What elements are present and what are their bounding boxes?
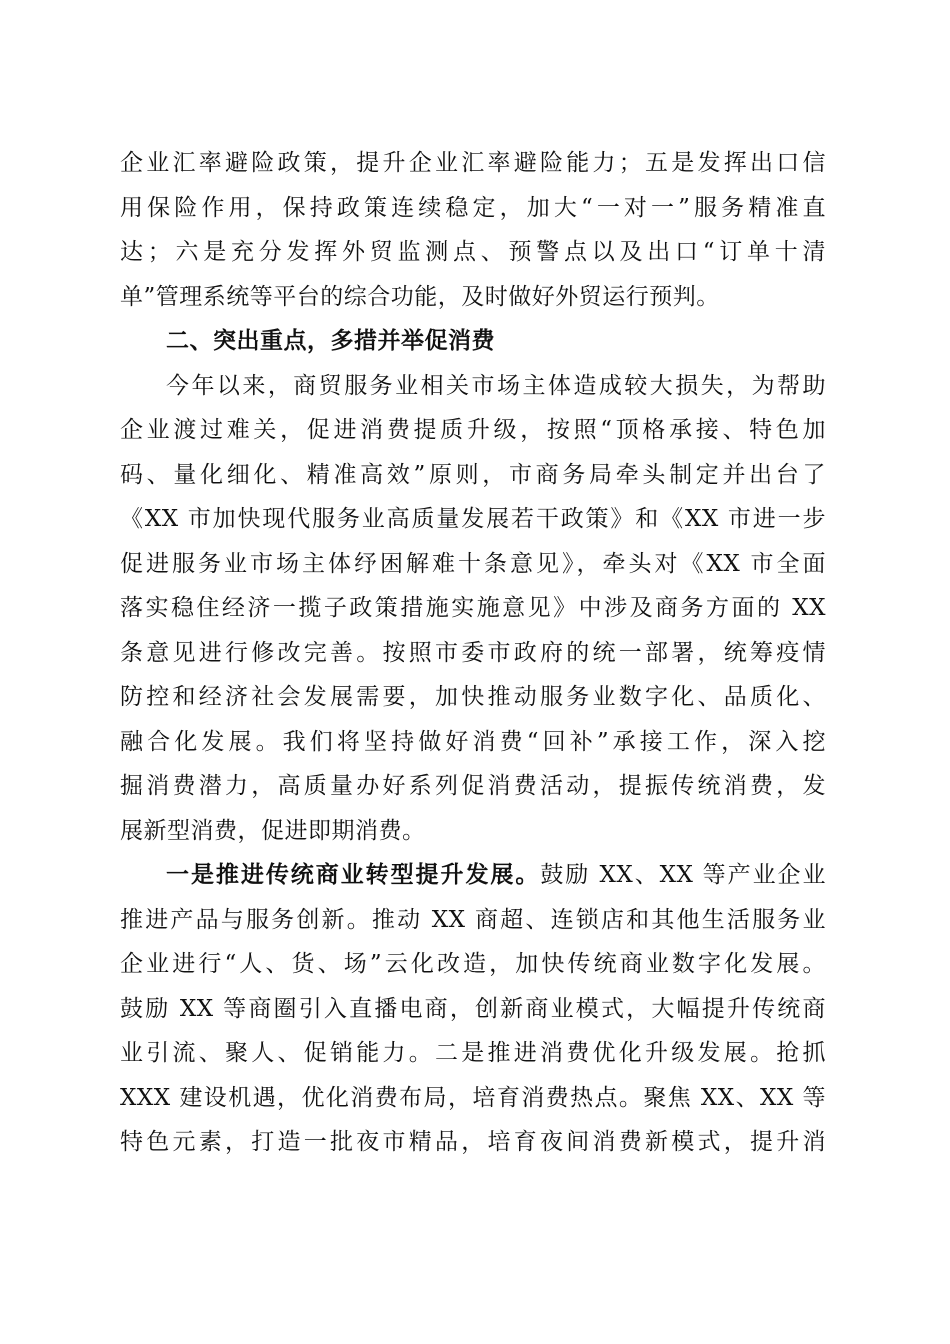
- paragraph-2-line: 展新型消费，促进即期消费。: [120, 817, 426, 844]
- paragraph-2-line: 落实稳住经济一揽子政策措施实施意见》中涉及商务方面的 XX: [120, 595, 826, 621]
- paragraph-3-line: 企业进行“人、货、场”云化改造，加快传统商业数字化发展。: [120, 951, 826, 977]
- section-heading: 二、突出重点，多措并举促消费: [166, 328, 495, 354]
- paragraph-3-line: 业引流、聚人、促销能力。二是推进消费优化升级发展。抢抓: [120, 1040, 826, 1066]
- paragraph-2-line: 码、量化细化、精准高效”原则，市商务局牵头制定并出台了: [120, 461, 826, 488]
- paragraph-2-line: 防控和经济社会发展需要，加快推动服务业数字化、品质化、: [120, 684, 826, 710]
- document-body: [120, 141, 826, 1165]
- paragraph-3-line: XXX 建设机遇，优化消费布局，培育消费热点。聚焦 XX、XX 等: [120, 1084, 826, 1111]
- paragraph-3-lead-rest: 鼓励 XX、XX 等产业企业: [540, 862, 826, 888]
- paragraph-2-line: 《XX 市加快现代服务业高质量发展若干政策》和《XX 市进一步: [120, 506, 826, 532]
- paragraph-1-line: 用保险作用，保持政策连续稳定，加大“一对一”服务精准直: [120, 194, 826, 221]
- paragraph-2-line: 条意见进行修改完善。按照市委市政府的统一部署，统筹疫情: [120, 639, 826, 666]
- paragraph-3-line: 推进产品与服务创新。推动 XX 商超、连锁店和其他生活服务业: [120, 906, 826, 933]
- paragraph-2-line: 企业渡过难关，促进消费提质升级，按照“顶格承接、特色加: [120, 417, 826, 443]
- paragraph-3-first-line: [120, 853, 826, 898]
- paragraph-3-lead-bold: 一是推进传统商业转型提升发展。: [166, 861, 541, 888]
- paragraph-2-line: 掘消费潜力，高质量办好系列促消费活动，提振传统消费，发: [120, 773, 826, 799]
- paragraph-1-line: 达；六是充分发挥外贸监测点、预警点以及出口“订单十清: [120, 239, 826, 265]
- paragraph-2-line: 促进服务业市场主体纾困解难十条意见》，牵头对《XX 市全面: [120, 550, 826, 577]
- paragraph-2-line: 融合化发展。我们将坚持做好消费“回补”承接工作，深入挖: [120, 728, 826, 755]
- paragraph-2-line: 今年以来，商贸服务业相关市场主体造成较大损失，为帮助: [166, 372, 826, 399]
- paragraph-3-line: 鼓励 XX 等商圈引入直播电商，创新商业模式，大幅提升传统商: [120, 995, 826, 1022]
- paragraph-3-line: 特色元素，打造一批夜市精品，培育夜间消费新模式，提升消: [120, 1129, 826, 1155]
- paragraph-1-line: 企业汇率避险政策，提升企业汇率避险能力；五是发挥出口信: [120, 150, 826, 176]
- paragraph-1-line: 单”管理系统等平台的综合功能，及时做好外贸运行预判。: [120, 283, 720, 310]
